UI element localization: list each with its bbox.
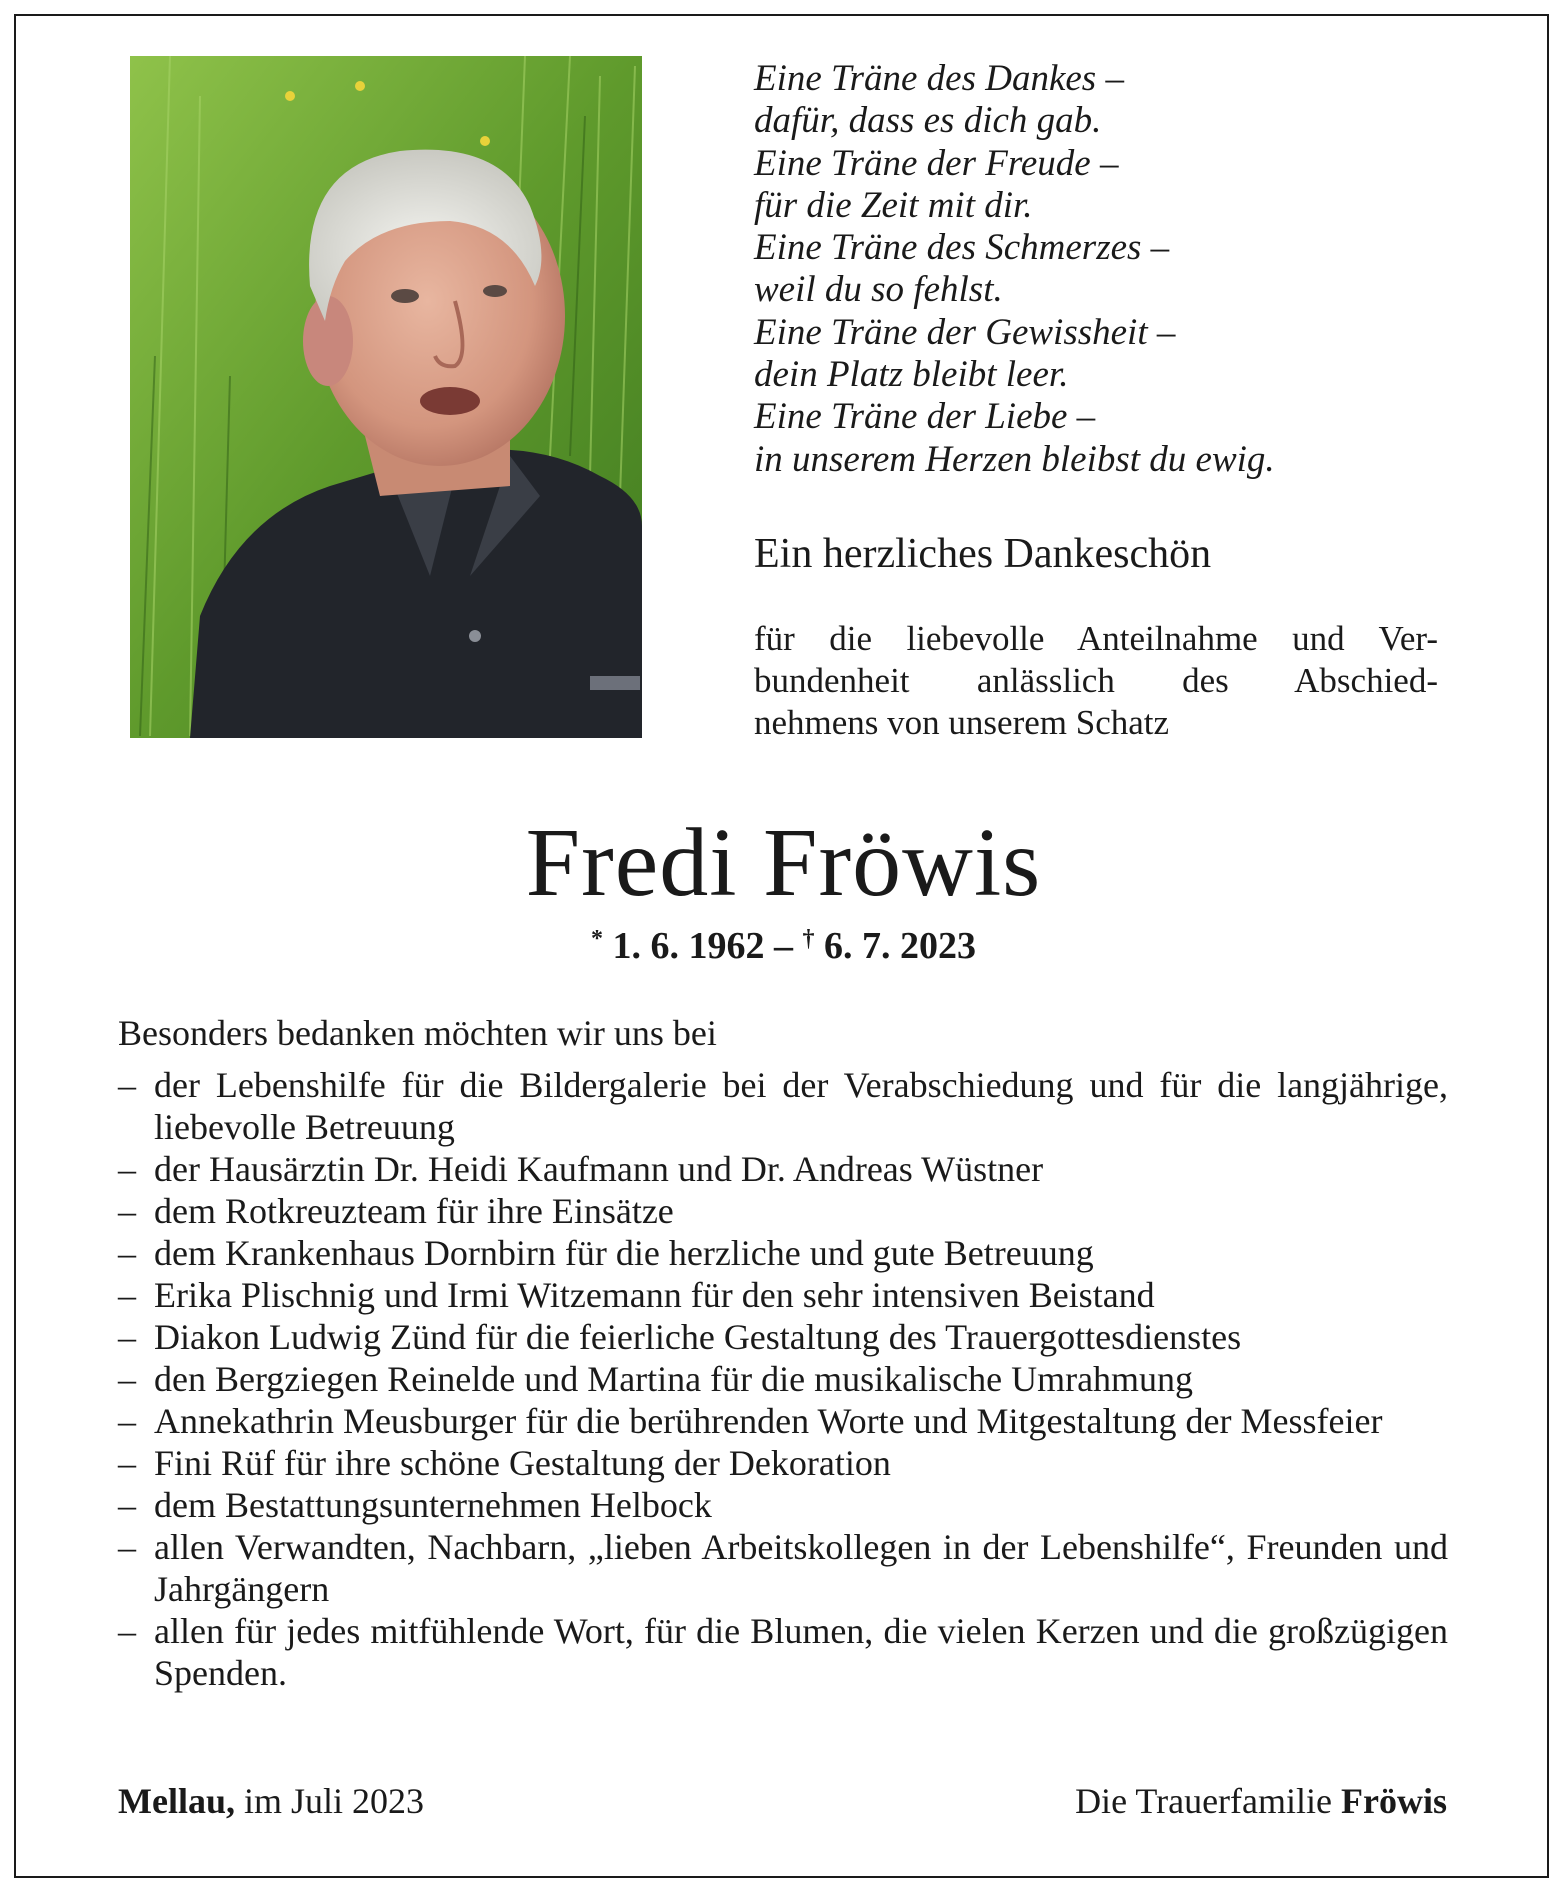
- poem-line: Eine Träne des Schmerzes –: [754, 227, 1170, 269]
- family-signature: [1075, 1780, 1447, 1822]
- list-dash: –: [118, 1233, 136, 1273]
- place-name: Mellau,: [118, 1781, 235, 1821]
- poem-line: Eine Träne der Gewissheit –: [754, 311, 1176, 353]
- list-dash: –: [118, 1359, 136, 1399]
- acknowledgements-intro: Besonders bedanken möchten wir uns bei: [118, 1013, 717, 1053]
- place-and-date: [118, 1780, 424, 1822]
- date-separator: –: [764, 925, 803, 967]
- list-dash: –: [118, 1275, 136, 1315]
- list-item-text: dem Rotkreuzteam für ihre Einsätze: [154, 1191, 674, 1231]
- list-item-text: allen Verwandten, Nachbarn, „lieben Arbeitskollegen in der Lebenshilfe“, Freunden und Jahrgängern: [154, 1527, 1448, 1609]
- poem-line: dafür, dass es dich gab.: [754, 100, 1102, 142]
- list-item: [118, 1484, 1448, 1526]
- list-item-text: der Hausärztin Dr. Heidi Kaufmann und Dr. Andreas Wüstner: [154, 1149, 1044, 1189]
- list-item-text: dem Bestattungsunternehmen Helbock: [154, 1485, 712, 1525]
- list-item-text: den Bergziegen Reinelde und Martina für die musikalische Umrahmung: [154, 1359, 1194, 1399]
- list-item-text: der Lebenshilfe für die Bildergalerie bei der Verabschiedung und für die langjährige, liebevolle Betreuung: [154, 1065, 1448, 1147]
- poem-line: weil du so fehlst.: [754, 269, 1003, 311]
- list-item-text: Diakon Ludwig Zünd für die feierliche Gestaltung des Trauergottesdienstes: [154, 1317, 1242, 1357]
- notice-date: im Juli 2023: [234, 1781, 425, 1821]
- list-item-text: Fini Rüf für ihre schöne Gestaltung der Dekoration: [154, 1443, 891, 1483]
- poem-line: dein Platz bleibt leer.: [754, 354, 1069, 396]
- thanks-heading: Ein herzliches Dankeschön: [754, 531, 1212, 577]
- list-item-text: Annekathrin Meusburger für die berührenden Worte und Mitgestaltung der Messfeier: [154, 1401, 1383, 1441]
- acknowledgements-list: [118, 1064, 1448, 1694]
- list-item-text: dem Krankenhaus Dornbirn für die herzliche und gute Betreuung: [154, 1233, 1094, 1273]
- list-item: [118, 1190, 1448, 1232]
- thanks-line: für die liebevolle Anteilnahme und Ver-: [754, 619, 1438, 658]
- portrait-photo: [130, 56, 642, 738]
- birth-mark: *: [591, 926, 603, 952]
- thanks-text: [754, 618, 1438, 744]
- list-dash: –: [118, 1065, 136, 1105]
- family-name: Fröwis: [1341, 1781, 1447, 1821]
- list-item: [118, 1526, 1448, 1610]
- list-item-text: allen für jedes mitfühlende Wort, für die Blumen, die vielen Kerzen und die großzügigen Spenden.: [154, 1611, 1448, 1693]
- deceased-name: Fredi Fröwis: [525, 809, 1042, 917]
- list-item: [118, 1148, 1448, 1190]
- list-item: [118, 1442, 1448, 1484]
- family-prefix: Die Trauerfamilie: [1075, 1781, 1342, 1821]
- poem-line: für die Zeit mit dir.: [754, 184, 1033, 226]
- poem-line: in unserem Herzen bleibst du ewig.: [754, 438, 1275, 480]
- list-dash: –: [118, 1527, 136, 1567]
- thanks-line: bundenheit anlässlich des Abschied-: [754, 661, 1438, 700]
- list-item: [118, 1316, 1448, 1358]
- death-date: 6. 7. 2023: [824, 925, 976, 967]
- poem-line: Eine Träne der Freude –: [754, 142, 1119, 184]
- list-item-text: Erika Plischnig und Irmi Witzemann für den sehr intensiven Beistand: [154, 1275, 1155, 1315]
- list-item: [118, 1232, 1448, 1274]
- list-item: [118, 1400, 1448, 1442]
- list-dash: –: [118, 1317, 136, 1357]
- poem-line: Eine Träne des Dankes –: [754, 58, 1124, 99]
- life-dates: [0, 924, 1567, 968]
- list-dash: –: [118, 1191, 136, 1231]
- list-dash: –: [118, 1401, 136, 1441]
- thanks-line: nehmens von unserem Schatz: [754, 703, 1170, 742]
- list-dash: –: [118, 1443, 136, 1483]
- list-dash: –: [118, 1611, 136, 1651]
- birth-date: 1. 6. 1962: [612, 925, 765, 967]
- poem-line: Eine Träne der Liebe –: [754, 396, 1096, 438]
- list-item: [118, 1274, 1448, 1316]
- list-item: [118, 1358, 1448, 1400]
- list-item: [118, 1064, 1448, 1148]
- poem: [754, 58, 1474, 481]
- death-mark: †: [802, 926, 815, 952]
- list-item: [118, 1610, 1448, 1694]
- list-dash: –: [118, 1485, 136, 1525]
- list-dash: –: [118, 1149, 136, 1189]
